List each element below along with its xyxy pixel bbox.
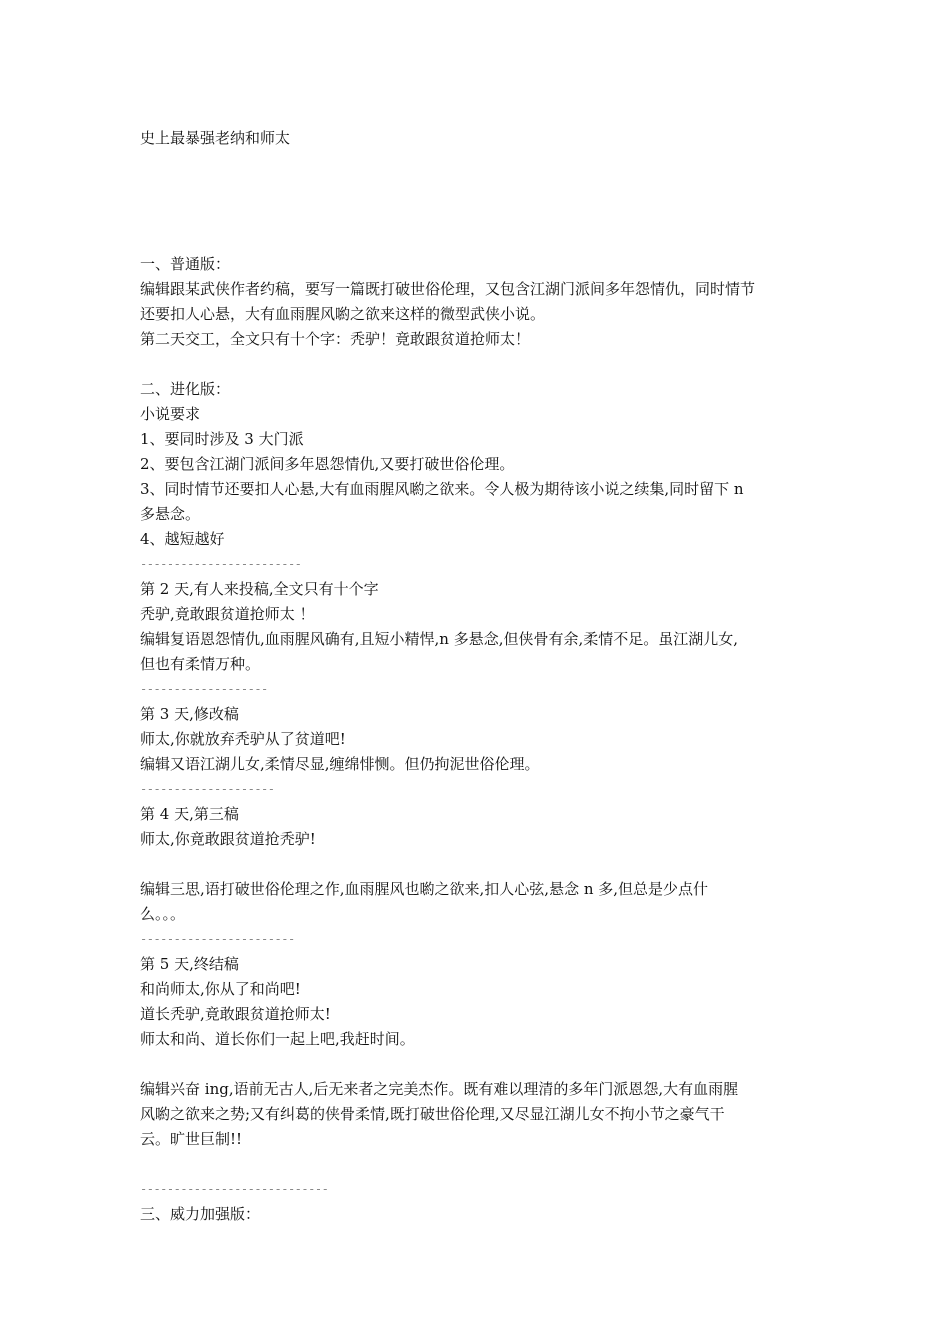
text-line: 么。。。 <box>140 905 186 923</box>
text-line: 道长秃驴,竟敢跟贫道抢师太! <box>140 1005 331 1023</box>
blank-line <box>140 1052 820 1077</box>
separator-line: -------------------- <box>140 782 275 796</box>
text-line: 第 5 天,终结稿 <box>140 955 239 973</box>
text-line: 三、威力加强版： <box>140 1205 261 1223</box>
text-line: 小说要求 <box>140 405 201 423</box>
text-line: 多悬念。 <box>140 505 201 523</box>
text-line: 秃驴,竟敢跟贫道抢师太 ！ <box>140 605 315 623</box>
text-line: 4、越短越好 <box>140 530 225 548</box>
text-line: 二、进化版： <box>140 380 231 398</box>
text-line: 还要扣人心悬，大有血雨腥风喲之欲来这样的微型武侠小说。 <box>140 305 546 323</box>
text-line: 一、普通版： <box>140 255 231 273</box>
text-line: 云。旷世巨制!! <box>140 1130 243 1148</box>
text-line: 1、要同时涉及 3 大门派 <box>140 430 304 448</box>
text-line: 第 4 天,第三稿 <box>140 805 239 823</box>
blank-line <box>140 352 820 377</box>
separator-line: ------------------------ <box>140 557 302 571</box>
text-line: 但也有柔情万种。 <box>140 655 261 673</box>
document-body <box>140 252 820 1227</box>
text-line: 编辑兴奋 ing,语前无古人,后无来者之完美杰作。既有难以理清的多年门派恩怨,大有血雨腥 <box>140 1080 739 1098</box>
separator-line: ---------------------------- <box>140 1182 329 1196</box>
separator-line: ----------------------- <box>140 932 295 946</box>
separator-line: ------------------- <box>140 682 268 696</box>
text-line: 第 3 天,修改稿 <box>140 705 239 723</box>
blank-line <box>140 852 820 877</box>
text-line: 2、要包含江湖门派间多年恩怨情仇,又要打破世俗伦理。 <box>140 455 515 473</box>
text-line: 第 2 天,有人来投稿,全文只有十个字 <box>140 580 379 598</box>
text-line: 编辑复语恩怨情仇,血雨腥风确有,且短小精悍,n 多悬念,但侠骨有余,柔情不足。虽江湖儿女, <box>140 630 739 648</box>
text-line: 师太,你就放弃秃驴从了贫道吧! <box>140 730 346 748</box>
text-line: 3、同时情节还要扣人心悬,大有血雨腥风喲之欲来。令人极为期待该小说之续集,同时留下 n <box>140 480 744 498</box>
text-line: 师太,你竟敢跟贫道抢秃驴! <box>140 830 316 848</box>
text-line: 风喲之欲来之势;又有纠葛的侠骨柔情,既打破世俗伦理,又尽显江湖儿女不拘小节之豪气干 <box>140 1105 725 1123</box>
text-line: 和尚师太,你从了和尚吧! <box>140 980 301 998</box>
text-line: 编辑三思,语打破世俗伦理之作,血雨腥风也喲之欲来,扣人心弦,悬念 n 多,但总是少点什 <box>140 880 709 898</box>
text-line: 第二天交工，全文只有十个字：秃驴！竟敢跟贫道抢师太！ <box>140 330 531 348</box>
text-line: 编辑又语江湖儿女,柔情尽显,缠绵悱恻。但仍拘泥世俗伦理。 <box>140 755 540 773</box>
blank-line <box>140 1152 820 1177</box>
text-line: 编辑跟某武侠作者约稿，要写一篇既打破世俗伦理，又包含江湖门派间多年怨情仇，同时情节 <box>140 280 756 298</box>
document-title: 史上最暴强老纳和师太 <box>140 129 291 147</box>
text-line: 师太和尚、道长你们一起上吧,我赶时间。 <box>140 1030 415 1048</box>
